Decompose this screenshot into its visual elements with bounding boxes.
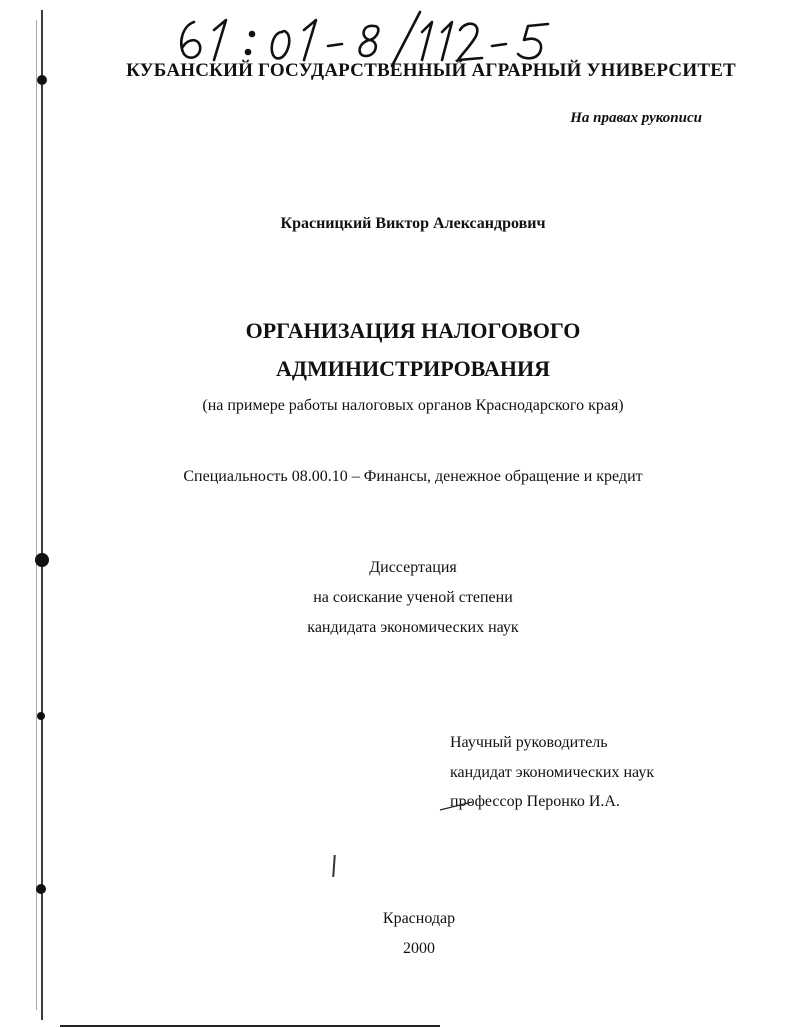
degree-name: кандидата экономических наук (307, 619, 519, 636)
scan-bottom-edge (60, 1025, 440, 1027)
city: Краснодар (382, 910, 456, 927)
stray-pen-mark (332, 855, 336, 877)
binding-shadow-line (36, 20, 37, 1010)
specialty: Специальность 08.00.10 – Финансы, денежное обращение и кредит (183, 468, 643, 485)
degree-purpose: на соискание ученой степени (313, 589, 513, 606)
title-line-1: ОРГАНИЗАЦИЯ НАЛОГОВОГО (245, 318, 581, 343)
university-name: КУБАНСКИЙ ГОСУДАРСТВЕННЫЙ АГРАРНЫЙ УНИВЕРСИТЕТ (126, 60, 736, 81)
supervisor-label: Научный руководитель (450, 734, 608, 751)
punch-hole-mark (36, 884, 46, 894)
dissertation-label: Диссертация (369, 559, 457, 576)
subtitle: (на примере работы налоговых органов Краснодарского края) (202, 397, 624, 414)
supervisor-name: профессор Перонко И.А. (450, 793, 620, 810)
supervisor-degree: кандидат экономических наук (450, 764, 655, 781)
pen-stroke-mark (438, 798, 488, 812)
handwritten-archive-code (170, 8, 570, 68)
year: 2000 (403, 940, 435, 957)
punch-hole-mark (37, 712, 45, 720)
title-line-2: АДМИНИСТРИРОВАНИЯ (276, 356, 550, 381)
author-name: Красницкий Виктор Александрович (280, 215, 546, 232)
binding-line (41, 10, 43, 1020)
manuscript-rights-note: На правах рукописи (570, 110, 702, 126)
